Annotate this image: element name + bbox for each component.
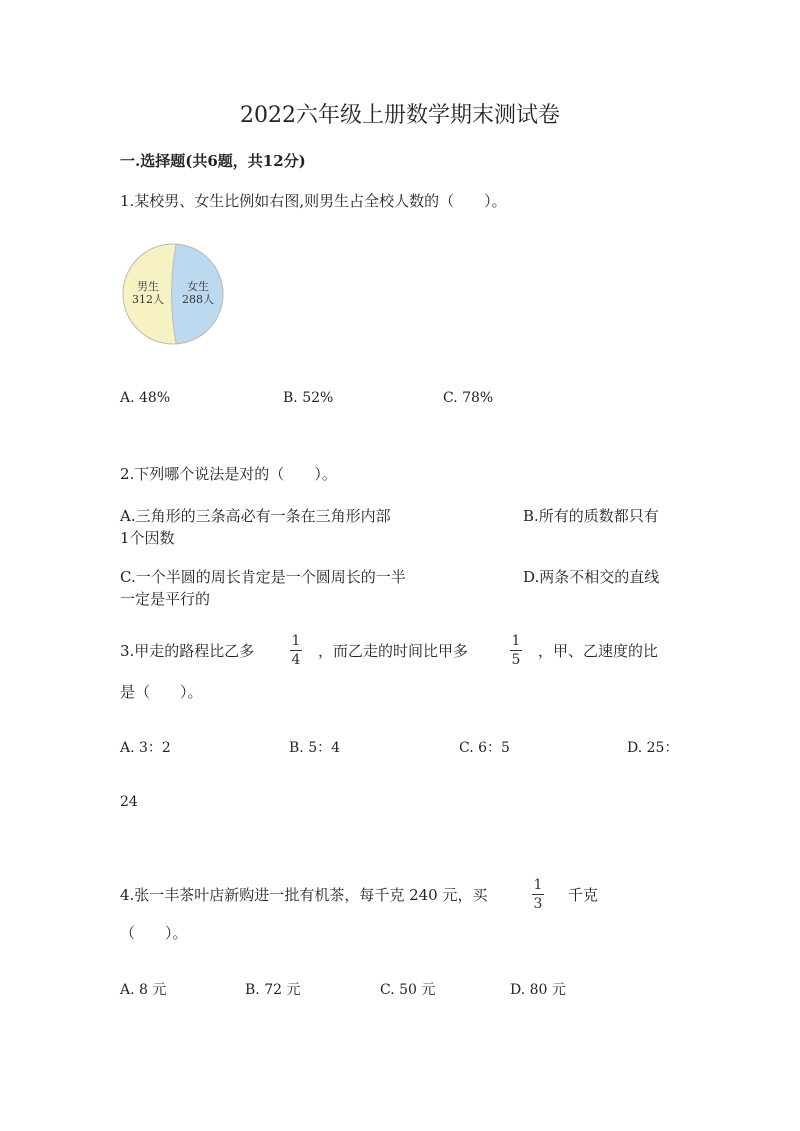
pie-label-girls [176,280,220,306]
q4-option-a: A. 8 元 [120,982,167,998]
q1-option-b: B. 52% [283,390,334,406]
q3-option-d-continued: 24 [120,794,138,810]
pie-chart [120,242,226,346]
q1-option-a: A. 48% [120,390,171,406]
question-2-text: 2.下列哪个说法是对的（ ）。 [120,465,337,483]
q4-fraction [532,877,544,912]
q3-text-part1: 3.甲走的路程比乙多 [120,642,255,660]
q4-fraction-denominator: 3 [533,896,543,912]
q2-option-c: C.一个半圆的周长肯定是一个圆周长的一半 [120,568,406,586]
q4-text-line2: （ ）。 [120,924,188,942]
q2-option-a: A.三角形的三条高必有一条在三角形内部 [120,507,391,525]
q3-fraction-2-denominator: 5 [511,652,521,668]
pie-label-girls-value: 288人 [182,293,214,306]
q3-fraction-1-numerator: 1 [291,633,301,649]
q3-text-part3: ，甲、乙速度的比 [538,642,659,660]
pie-label-girls-name: 女生 [187,280,209,293]
fraction-bar [510,650,522,651]
page-title: 2022六年级上册数学期末测试卷 [240,103,560,128]
pie-label-boys-value: 312人 [132,293,164,306]
pie-label-boys [128,280,168,306]
q1-option-c: C. 78% [443,390,494,406]
fraction-bar [290,650,302,651]
q2-option-b-continued: 1个因数 [120,529,175,547]
section-heading: 一.选择题(共6题，共12分) [120,152,306,170]
q3-text-part2: ，而乙走的时间比甲多 [318,642,469,660]
q3-fraction-1 [290,633,302,668]
q4-option-c: C. 50 元 [380,982,436,998]
q3-fraction-1-denominator: 4 [291,652,301,668]
q4-text-part2: 千克 [568,886,599,904]
q3-fraction-2 [510,633,522,668]
q3-option-d: D. 25： [627,740,679,756]
q4-fraction-numerator: 1 [533,877,543,893]
q3-text-line2: 是（ ）。 [120,683,203,701]
q2-option-b: B.所有的质数都只有 [523,507,659,525]
q3-fraction-2-numerator: 1 [511,633,521,649]
fraction-bar [532,894,544,895]
q2-option-d-continued: 一定是平行的 [120,590,211,608]
q2-option-d: D.两条不相交的直线 [523,568,660,586]
pie-label-boys-name: 男生 [137,280,159,293]
question-1-text: 1.某校男、女生比例如右图,则男生占全校人数的（ ）。 [120,192,507,210]
q4-option-d: D. 80 元 [510,982,566,998]
q3-option-c: C. 6：5 [459,740,510,756]
q4-option-b: B. 72 元 [245,982,301,998]
q3-option-a: A. 3：2 [120,740,171,756]
q4-text-part1: 4.张一丰茶叶店新购进一批有机茶，每千克 240 元，买 [120,886,488,904]
q3-option-b: B. 5：4 [289,740,341,756]
